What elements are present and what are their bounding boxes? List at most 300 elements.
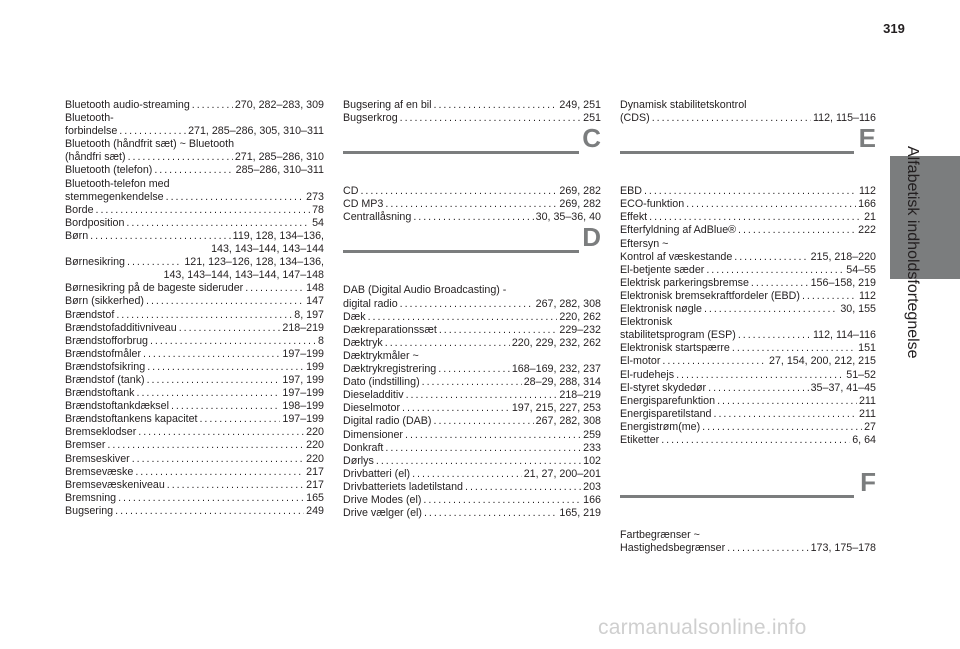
entry-pages: 197, 215, 227, 253 [511, 402, 601, 415]
index-entry [343, 507, 601, 520]
entry-term: Brændstof (tank) [65, 373, 145, 386]
entry-pages: 233 [583, 441, 601, 454]
entry-term: Bremseskiver [65, 452, 130, 465]
index-entry [65, 230, 324, 256]
entry-term: Bugsering [65, 504, 114, 517]
entry-pages: 54–55 [846, 263, 876, 276]
entry-term: Børnesikring [65, 256, 125, 269]
entry-pages: 102 [583, 454, 601, 467]
index-entry [65, 138, 324, 164]
entry-term: Bremser [65, 439, 106, 452]
dot-leader [732, 342, 856, 355]
dot-leader [171, 400, 280, 413]
entry-pages: 156–158, 219 [810, 276, 876, 289]
index-entry [343, 99, 601, 112]
dot-leader [118, 492, 304, 505]
entry-term: CD MP3 [343, 198, 384, 211]
dot-leader [738, 329, 811, 342]
dot-leader [360, 185, 557, 198]
entry-pages: 121, 123–126, 128, 134–136, [184, 256, 324, 269]
entry-term: EBD [620, 185, 642, 198]
index-entry [620, 290, 876, 303]
dot-leader [751, 277, 809, 290]
entry-pages: 218–219 [559, 389, 601, 402]
index-entry [620, 355, 876, 368]
index-entry [620, 529, 876, 555]
entry-term: Bugsering af en bil [343, 99, 432, 111]
dot-leader [90, 230, 231, 243]
entry-term: CD [343, 185, 359, 198]
dot-leader [465, 481, 581, 494]
entry-term: Bluetooth audio-streaming [65, 99, 190, 111]
entry-term: Dæktrykregistrering [343, 363, 437, 376]
index-entry [65, 322, 324, 335]
entry-pages: 270, 282–283, 309 [234, 99, 324, 111]
dot-leader [154, 164, 233, 177]
index-entry [65, 112, 324, 138]
entry-term: Dimensioner [343, 428, 403, 441]
entry-term: Dæktryk [343, 336, 383, 349]
entry-pages: 166 [858, 198, 876, 211]
entry-term: Bluetooth (telefon) [65, 164, 153, 177]
index-entry [65, 479, 324, 492]
index-column-3 [620, 99, 876, 555]
dot-leader [439, 324, 558, 337]
index-entry [343, 455, 601, 468]
dot-leader [714, 408, 857, 421]
entry-pages: 269, 282 [559, 185, 601, 198]
entry-term: Bremsevæskeniveau [65, 478, 165, 491]
entry-term: Borde [65, 203, 94, 216]
entry-term: digital radio [343, 297, 398, 310]
section-rule [620, 495, 854, 498]
entry-pages: 211 [858, 394, 876, 407]
section-header [343, 222, 601, 280]
index-column-2 [343, 99, 601, 520]
dot-leader [115, 505, 304, 518]
entry-pages: 271, 285–286, 310 [234, 151, 324, 164]
dot-leader [147, 374, 281, 387]
entry-term: Dynamisk stabilitetskontrol [620, 99, 747, 111]
entry-pages: 251 [583, 112, 601, 125]
entry-term: Kontrol af væskestande [620, 250, 733, 263]
dot-leader [119, 125, 186, 138]
index-entry [343, 198, 601, 211]
index-entry [343, 185, 601, 198]
index-entry [65, 466, 324, 479]
entry-pages: 220 [306, 452, 324, 465]
entry-term: Dørlys [343, 454, 374, 467]
entry-pages: 217 [306, 465, 324, 478]
entry-pages: 249 [306, 504, 324, 517]
entry-pages: 112 [858, 185, 876, 198]
section-rule [343, 250, 579, 253]
dot-leader [662, 355, 767, 368]
index-entry [343, 481, 601, 494]
index-entry [65, 361, 324, 374]
entry-term: Bluetooth- [65, 112, 114, 125]
index-entry [620, 264, 876, 277]
index-entry [343, 350, 601, 376]
entry-pages: 143, 143–144, 143–144, 147–148 [163, 269, 324, 282]
entry-pages: 267, 282, 308 [535, 297, 601, 310]
index-entry [65, 400, 324, 413]
entry-term: Bremseklodser [65, 426, 137, 439]
dot-leader [802, 290, 857, 303]
index-entry [620, 198, 876, 211]
dot-leader [138, 426, 304, 439]
entry-term: Brændstoftankens kapacitet [65, 413, 198, 426]
entry-pages: 222 [858, 224, 876, 237]
entry-term: Dato (indstilling) [343, 376, 420, 389]
entry-pages: 6, 64 [852, 433, 876, 446]
index-entry [620, 395, 876, 408]
entry-pages: 197–199 [282, 387, 324, 400]
entry-term: Energisparefunktion [620, 394, 716, 407]
entry-pages: 21, 27, 200–201 [523, 467, 601, 480]
entry-term: Dækreparationssæt [343, 323, 437, 336]
index-entry [65, 453, 324, 466]
index-entry [65, 439, 324, 452]
entry-pages: 211 [858, 407, 876, 420]
index-entry [65, 505, 324, 518]
index-entry [620, 224, 876, 237]
dot-leader [706, 264, 844, 277]
section-rule [343, 151, 579, 154]
entry-pages: 143, 143–144, 143–144 [211, 243, 324, 256]
entry-pages: 271, 285–286, 305, 310–311 [188, 125, 324, 138]
entry-term: forbindelse [65, 125, 118, 138]
dot-leader [199, 413, 280, 426]
dot-leader [368, 311, 558, 324]
index-entry [65, 217, 324, 230]
entry-term: Børnesikring på de bageste sideruder [65, 282, 244, 295]
index-entry [620, 434, 876, 447]
entry-term: El-motor [620, 355, 661, 368]
dot-leader [127, 256, 182, 269]
index-entry [343, 429, 601, 442]
dot-leader [424, 507, 557, 520]
entry-pages: 54 [312, 216, 324, 229]
index-entry [343, 112, 601, 125]
entry-pages: 197, 199 [282, 373, 324, 386]
dot-leader [661, 434, 850, 447]
section-letter: F [860, 467, 876, 498]
entry-term: Brændstoftank [65, 387, 135, 400]
entry-term: Etiketter [620, 433, 660, 446]
entry-term: Dieselmotor [343, 402, 401, 415]
entry-pages: 166 [583, 493, 601, 506]
entry-pages: 249, 251 [559, 99, 601, 111]
entry-term: Donkraft [343, 441, 384, 454]
index-entry [620, 238, 876, 264]
section-letter: D [582, 222, 601, 253]
entry-term: Elektrisk parkeringsbremse [620, 276, 749, 289]
entry-term: Børn [65, 229, 89, 242]
entry-term: Dæk [343, 310, 366, 323]
dot-leader [166, 191, 305, 204]
entry-term: Drivbatteri (el) [343, 467, 411, 480]
dot-leader [702, 421, 862, 434]
index-entry [343, 376, 601, 389]
dot-leader [385, 337, 510, 350]
dot-leader [727, 542, 808, 555]
index-entry [343, 311, 601, 324]
index-entry [65, 164, 324, 177]
index-entry [343, 337, 601, 350]
dot-leader [385, 442, 581, 455]
entry-pages: 269, 282 [559, 198, 601, 211]
section-header [343, 123, 601, 181]
entry-term: Brændstof [65, 308, 115, 321]
entry-pages: 215, 218–220 [810, 250, 876, 263]
entry-term: (CDS) [620, 112, 650, 125]
entry-term: Elektronisk nøgle [620, 303, 702, 316]
dot-leader [676, 369, 844, 382]
section-letter: E [858, 123, 876, 154]
entry-term: Elektronisk bremsekraftfordeler (EBD) [620, 289, 800, 302]
index-entry [65, 413, 324, 426]
entry-term: Børn (sikkerhed) [65, 295, 144, 308]
entry-term: Drive vælger (el) [343, 507, 422, 520]
dot-leader [438, 363, 510, 376]
section-header [620, 123, 876, 181]
entry-term: Centrallåsning [343, 211, 412, 224]
index-entry [65, 335, 324, 348]
entry-pages: 78 [312, 203, 324, 216]
entry-term: DAB (Digital Audio Broadcasting) - [343, 284, 507, 297]
dot-leader [179, 322, 281, 335]
index-entry [65, 295, 324, 308]
dot-leader [434, 99, 558, 112]
entry-pages: 27 [864, 420, 876, 433]
entry-pages: 27, 154, 200, 212, 215 [769, 355, 876, 368]
index-entry [65, 178, 324, 204]
dot-leader [116, 309, 292, 322]
entry-pages: 28–29, 288, 314 [523, 376, 601, 389]
entry-term: Brændstoftankdæksel [65, 400, 169, 413]
dot-leader [400, 112, 582, 125]
index-column-1 [65, 99, 324, 518]
index-entry [343, 389, 601, 402]
entry-term: Bluetooth-telefon med [65, 177, 170, 190]
entry-pages: 168–169, 232, 237 [511, 363, 601, 376]
dot-leader [402, 402, 510, 415]
entry-pages: 220 [306, 439, 324, 452]
dot-leader [192, 99, 233, 112]
dot-leader [686, 198, 856, 211]
entry-term: stabilitetsprogram (ESP) [620, 329, 736, 342]
entry-term: ECO-funktion [620, 198, 685, 211]
entry-pages: 220, 229, 232, 262 [511, 336, 601, 349]
entry-pages: 197–199 [282, 347, 324, 360]
index-entry [620, 303, 876, 316]
entry-pages: 199 [306, 360, 324, 373]
entry-term: Brændstofforbrug [65, 334, 148, 347]
entry-term: Energistrøm(me) [620, 420, 701, 433]
entry-term: Bremsevæske [65, 465, 134, 478]
entry-pages: 21 [864, 211, 876, 224]
index-entry [343, 211, 601, 224]
entry-term: Elektronisk [620, 316, 673, 329]
index-entry [65, 309, 324, 322]
dot-leader [146, 295, 304, 308]
entry-pages: 165, 219 [559, 507, 601, 520]
entry-pages: 220 [306, 426, 324, 439]
dot-leader [649, 211, 862, 224]
entry-term: Brændstofsikring [65, 360, 146, 373]
entry-pages: 229–232 [559, 323, 601, 336]
dot-leader [708, 382, 808, 395]
entry-pages: 8 [318, 334, 324, 347]
entry-pages: 285–286, 310–311 [235, 164, 324, 177]
index-entry [65, 204, 324, 217]
entry-term: Drivbatteriets ladetilstand [343, 480, 463, 493]
index-entry [620, 185, 876, 198]
dot-leader [135, 466, 304, 479]
entry-pages: 148 [306, 282, 324, 295]
dot-leader [717, 395, 857, 408]
index-entry [620, 369, 876, 382]
entry-pages: 112, 115–116 [813, 112, 876, 125]
dot-leader [147, 361, 304, 374]
section-letter: C [582, 123, 601, 154]
entry-term: Bordposition [65, 216, 125, 229]
entry-pages: 30, 155 [840, 303, 876, 316]
entry-pages: 267, 282, 308 [535, 415, 601, 428]
dot-leader [107, 439, 304, 452]
index-entry [343, 415, 601, 428]
entry-pages: 119, 128, 134–136, [232, 229, 324, 242]
entry-term: Bremsning [65, 491, 117, 504]
index-entry [343, 442, 601, 455]
dot-leader [734, 251, 808, 264]
entry-pages: 30, 35–36, 40 [535, 211, 601, 224]
dot-leader [245, 282, 304, 295]
entry-term: Brændstofadditivniveau [65, 321, 177, 334]
chapter-title: Alfabetisk indholdsfortegnelse [904, 146, 921, 359]
index-entry [343, 402, 601, 415]
index-entry [620, 408, 876, 421]
watermark: carmanualsonline.info [598, 616, 807, 639]
dot-leader [413, 211, 533, 224]
index-entry [620, 211, 876, 224]
entry-pages: 203 [583, 480, 601, 493]
entry-term: stemmegenkendelse [65, 190, 164, 203]
entry-term: Energisparetilstand [620, 407, 712, 420]
dot-leader [385, 198, 557, 211]
dot-leader [406, 389, 558, 402]
entry-term: El-rudehejs [620, 368, 675, 381]
entry-term: Bugserkrog [343, 112, 398, 125]
entry-pages: 173, 175–178 [810, 542, 876, 555]
dot-leader [137, 387, 281, 400]
index-entry [343, 324, 601, 337]
entry-pages: 35–37, 41–45 [810, 381, 876, 394]
entry-term: Drive Modes (el) [343, 493, 422, 506]
entry-pages: 165 [306, 491, 324, 504]
dot-leader [167, 479, 304, 492]
entry-term: El-styret skydedør [620, 381, 707, 394]
entry-pages: 147 [306, 295, 324, 308]
entry-pages: 273 [306, 190, 324, 203]
index-entry [65, 99, 324, 112]
dot-leader [423, 494, 581, 507]
entry-pages: 198–199 [282, 400, 324, 413]
dot-leader [405, 429, 581, 442]
section-header [620, 467, 876, 525]
index-entry [343, 284, 601, 310]
dot-leader [422, 376, 522, 389]
entry-term: Dieseladditiv [343, 389, 404, 402]
index-entry [620, 99, 876, 125]
entry-pages: 151 [858, 342, 876, 355]
page-number: 319 [883, 21, 905, 36]
entry-term: (håndfri sæt) [65, 151, 126, 164]
entry-term: Digital radio (DAB) [343, 415, 432, 428]
entry-pages: 51–52 [846, 368, 876, 381]
index-entry [65, 256, 324, 282]
entry-pages: 217 [306, 478, 324, 491]
dot-leader [128, 151, 233, 164]
index-entry [620, 316, 876, 342]
dot-leader [143, 348, 280, 361]
dot-leader [126, 217, 310, 230]
entry-pages: 220, 262 [559, 310, 601, 323]
entry-pages: 8, 197 [294, 308, 324, 321]
index-entry [620, 421, 876, 434]
dot-leader [132, 453, 304, 466]
entry-term: Dæktrykmåler ~ [343, 349, 419, 362]
index-entry [620, 342, 876, 355]
index-entry [343, 494, 601, 507]
dot-leader [150, 335, 316, 348]
dot-leader [400, 298, 534, 311]
entry-term: Brændstofmåler [65, 347, 142, 360]
index-entry [65, 374, 324, 387]
entry-term: Efterfyldning af AdBlue® [620, 224, 737, 237]
entry-pages: 112 [858, 289, 876, 302]
dot-leader [96, 204, 311, 217]
dot-leader [434, 415, 534, 428]
entry-pages: 112, 114–116 [813, 329, 876, 342]
dot-leader [738, 224, 856, 237]
dot-leader [704, 303, 838, 316]
entry-term: Elektronisk startspærre [620, 342, 730, 355]
index-entry [65, 282, 324, 295]
index-entry [343, 468, 601, 481]
section-rule [620, 151, 854, 154]
index-entry [620, 382, 876, 395]
index-entry [620, 277, 876, 290]
entry-term: Hastighedsbegrænser [620, 542, 726, 555]
entry-term: Effekt [620, 211, 648, 224]
index-entry [65, 492, 324, 505]
entry-term: Eftersyn ~ [620, 237, 669, 250]
dot-leader [644, 185, 857, 198]
dot-leader [412, 468, 522, 481]
entry-term: El-betjente sæder [620, 263, 705, 276]
index-entry [65, 426, 324, 439]
entry-pages: 218–219 [282, 321, 324, 334]
dot-leader [652, 112, 811, 125]
dot-leader [376, 455, 581, 468]
index-entry [65, 348, 324, 361]
entry-pages: 197–199 [282, 413, 324, 426]
entry-pages: 259 [583, 428, 601, 441]
entry-term: Fartbegrænser ~ [620, 529, 700, 542]
entry-term: Bluetooth (håndfrit sæt) ~ Bluetooth [65, 138, 235, 151]
